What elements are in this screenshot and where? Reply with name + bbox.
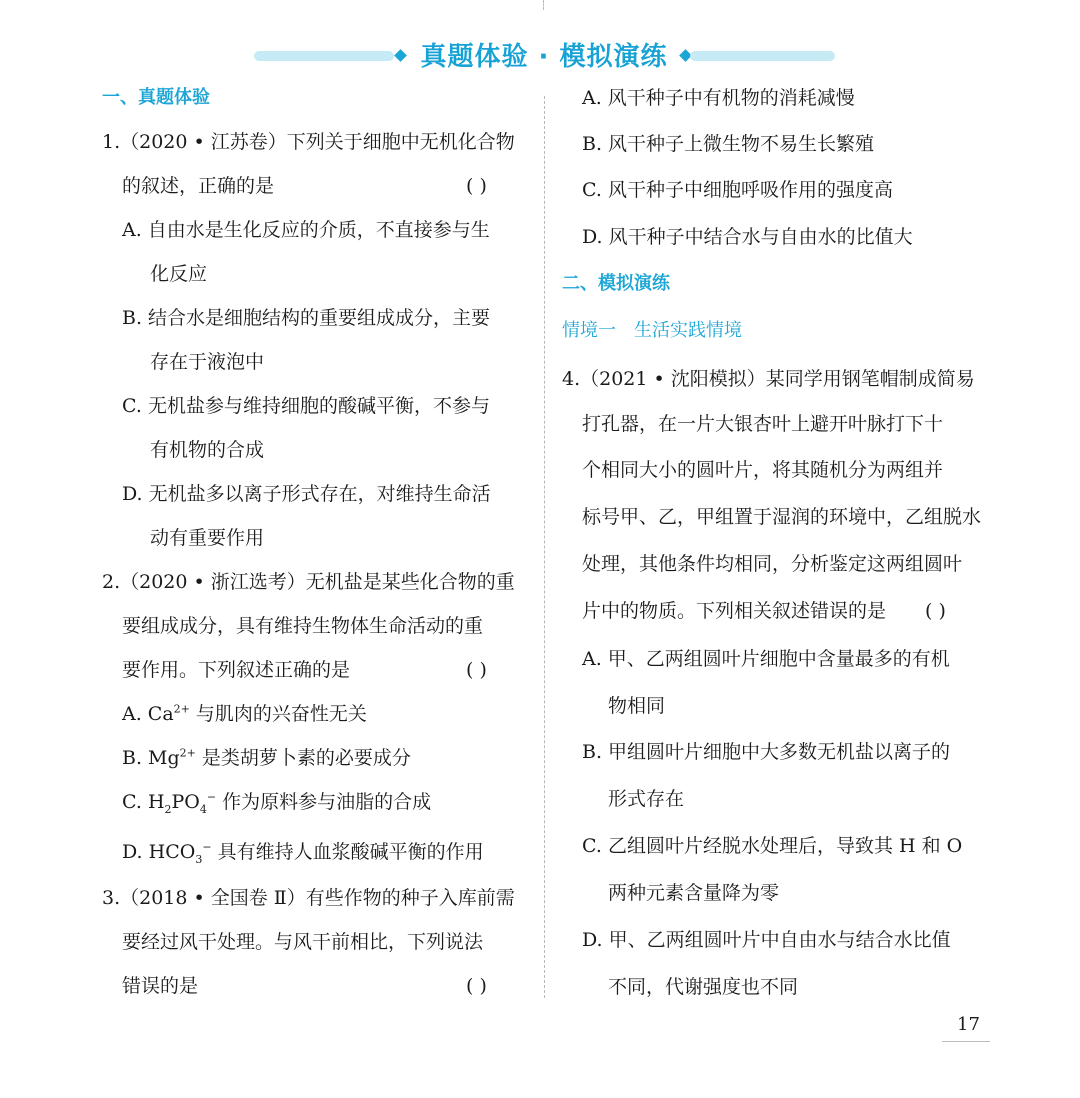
q4-option-a: A. 甲、乙两组圆叶片细胞中含量最多的有机 xyxy=(582,648,950,670)
q3-option-c: C. 风干种子中细胞呼吸作用的强度高 xyxy=(582,179,893,201)
column-divider xyxy=(544,96,545,998)
q1-stem-line: 1.（2020 • 江苏卷）下列关于细胞中无机化合物 xyxy=(102,131,515,153)
page-number: 17 xyxy=(957,1014,980,1035)
q1-option-c-cont: 有机物的合成 xyxy=(150,439,265,461)
q4-stem-line: 片中的物质。下列相关叙述错误的是 xyxy=(582,600,887,622)
q1-option-b: B. 结合水是细胞结构的重要组成成分，主要 xyxy=(122,307,491,329)
q2-option-a: A. $Ca^{2+}$ 与肌肉的兴奋性无关 xyxy=(122,702,367,725)
q3-option-a: A. 风干种子中有机物的消耗减慢 xyxy=(582,87,855,109)
q3-stem-line: 错误的是 xyxy=(122,975,199,997)
top-dashed-mark xyxy=(543,0,544,10)
q1-option-a: A. 自由水是生化反应的介质，不直接参与生 xyxy=(122,219,490,241)
section-title-real-exam: 一、真题体验 xyxy=(102,87,210,108)
section-header xyxy=(0,32,1080,80)
header-title: 真题体验 · 模拟演练 xyxy=(420,42,668,72)
q4-stem-line: 处理，其他条件均相同，分析鉴定这两组圆叶 xyxy=(582,553,963,575)
q4-option-a-cont: 物相同 xyxy=(608,695,666,717)
q2-option-c: C. $H_2PO_4^-$ 作为原料参与油脂的合成 xyxy=(122,790,432,816)
q4-option-b-cont: 形式存在 xyxy=(608,788,685,810)
q3-stem-line: 要经过风干处理。与风干前相比，下列说法 xyxy=(122,931,484,953)
q4-stem-line: 打孔器，在一片大银杏叶上避开叶脉打下十 xyxy=(582,413,944,435)
q4-stem-line: 4.（2021 • 沈阳模拟）某同学用钢笔帽制成简易 xyxy=(562,368,975,390)
q2-stem-line: 要作用。下列叙述正确的是 xyxy=(122,659,351,681)
page-number-rule xyxy=(942,1041,990,1042)
q3-option-b: B. 风干种子上微生物不易生长繁殖 xyxy=(582,133,875,155)
answer-bracket: ( ) xyxy=(925,600,946,622)
q2-stem-line: 要组成成分，具有维持生物体生命活动的重 xyxy=(122,615,484,637)
q4-option-c: C. 乙组圆叶片经脱水处理后，导致其 H 和 O xyxy=(582,835,963,857)
q1-option-a-cont: 化反应 xyxy=(150,263,208,285)
answer-bracket: ( ) xyxy=(466,659,487,681)
q1-option-b-cont: 存在于液泡中 xyxy=(150,351,265,373)
q2-option-b: B. $Mg^{2+}$ 是类胡萝卜素的必要成分 xyxy=(122,746,411,769)
q1-option-d-cont: 动有重要作用 xyxy=(150,527,265,549)
header-right-bar xyxy=(690,51,835,61)
q4-option-d: D. 甲、乙两组圆叶片中自由水与结合水比值 xyxy=(582,929,951,951)
section-title-mock-practice: 二、模拟演练 xyxy=(562,273,670,294)
q3-option-d: D. 风干种子中结合水与自由水的比值大 xyxy=(582,226,913,248)
q1-option-d: D. 无机盐多以离子形式存在，对维持生命活 xyxy=(122,483,491,505)
q2-stem-line: 2.（2020 • 浙江选考）无机盐是某些化合物的重 xyxy=(102,571,515,593)
situation-title: 情境一 生活实践情境 xyxy=(562,320,742,341)
q4-stem-line: 个相同大小的圆叶片，将其随机分为两组并 xyxy=(582,459,944,481)
q2-option-d: D. $HCO_3^-$ 具有维持人血浆酸碱平衡的作用 xyxy=(122,840,484,866)
q1-stem-line: 的叙述，正确的是 xyxy=(122,175,275,197)
header-left-bar xyxy=(254,51,394,61)
q4-option-b: B. 甲组圆叶片细胞中大多数无机盐以离子的 xyxy=(582,741,951,763)
q4-stem-line: 标号甲、乙，甲组置于湿润的环境中，乙组脱水 xyxy=(582,506,982,528)
q3-stem-line: 3.（2018 • 全国卷 Ⅱ）有些作物的种子入库前需 xyxy=(102,887,515,909)
q1-option-c: C. 无机盐参与维持细胞的酸碱平衡，不参与 xyxy=(122,395,490,417)
q4-option-c-cont: 两种元素含量降为零 xyxy=(608,882,780,904)
answer-bracket: ( ) xyxy=(466,175,487,197)
q4-option-d-cont: 不同，代谢强度也不同 xyxy=(608,976,799,998)
diamond-icon xyxy=(394,49,407,62)
answer-bracket: ( ) xyxy=(466,975,487,997)
